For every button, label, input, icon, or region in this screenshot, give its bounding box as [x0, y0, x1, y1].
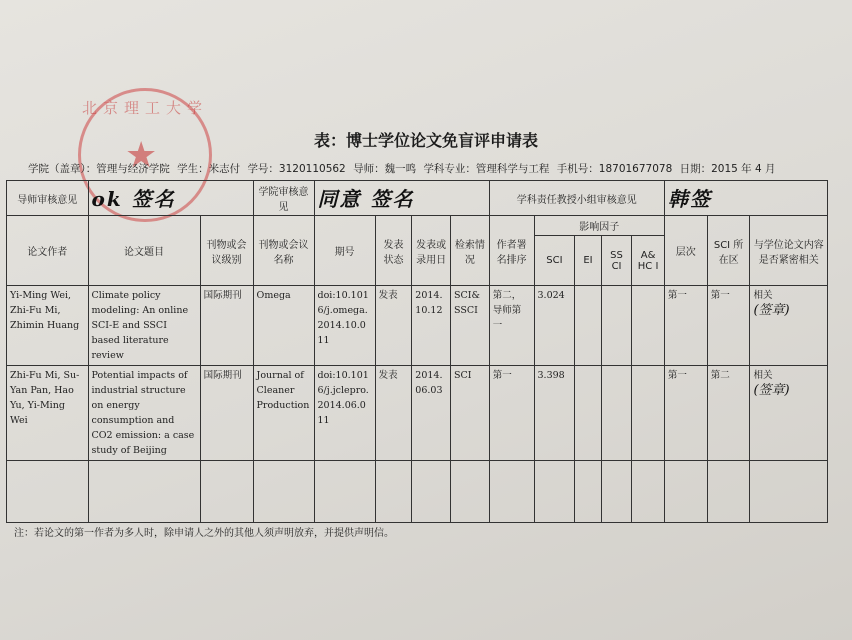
header-row-1 — [7, 216, 828, 236]
row2-status: 发表 — [375, 366, 412, 461]
header-impact: 影响因子 — [534, 216, 664, 236]
header-date: 发表或录用日 — [412, 216, 451, 286]
header-rank: 作者署名排序 — [489, 216, 534, 286]
row2-ssci — [601, 366, 632, 461]
advisor-field: 导师：魏一鸣 — [353, 163, 417, 175]
row1-sci: 3.024 — [534, 286, 575, 366]
row2-author: Zhi-Fu Mi, Su-Yan Pan, Hao Yu, Yi-Ming Wei — [7, 366, 89, 461]
row1-index: SCI&SSCI — [451, 286, 490, 366]
row2-journal-name: Journal of Cleaner Production — [253, 366, 314, 461]
row1-date: 2014.10.12 — [412, 286, 451, 366]
row1-author: Yi-Ming Wei, Zhi-Fu Mi, Zhimin Huang — [7, 286, 89, 366]
row1-relevance — [750, 286, 828, 366]
row1-ahci — [632, 286, 665, 366]
committee-review-label: 学科责任教授小组审核意见 — [489, 181, 664, 216]
header-relevance: 与学位论文内容是否紧密相关 — [750, 216, 828, 286]
college-review-label: 学院审核意见 — [253, 181, 314, 216]
header-sci: SCI — [534, 236, 575, 286]
row1-journal-level: 国际期刊 — [200, 286, 253, 366]
row2-journal-level: 国际期刊 — [200, 366, 253, 461]
header-journal-name: 刊物或会议名称 — [253, 216, 314, 286]
row2-ahci — [632, 366, 665, 461]
header-issue: 期号 — [314, 216, 375, 286]
phone-field: 手机号：18701677078 — [556, 163, 673, 175]
row2-title: Potential impacts of industrial structure on energy consumption and CO2 emission: a case study of Beijing — [88, 366, 200, 461]
header-ei: EI — [575, 236, 601, 286]
major-field: 学科专业：管理科学与工程 — [423, 163, 550, 175]
row1-ssci — [601, 286, 632, 366]
date-field: 日期：2015 年 4 月 — [679, 163, 776, 175]
header-tier: 层次 — [664, 216, 707, 286]
row2-date: 2014.06.03 — [412, 366, 451, 461]
header-ahci: A& HC I — [632, 236, 665, 286]
advisor-review-label: 导师审核意见 — [7, 181, 89, 216]
row1-relevance-text: 相关 — [753, 290, 773, 301]
review-row — [7, 181, 828, 216]
row2-issue: doi:10.1016/j.jclepro.2014.06.011 — [314, 366, 375, 461]
row1-zone: 第一 — [707, 286, 750, 366]
row2-rank: 第一 — [489, 366, 534, 461]
seal-text: 北京理工大学 — [81, 99, 208, 117]
row2-relevance-text: 相关 — [753, 370, 773, 381]
empty-row — [7, 461, 828, 523]
header-title: 论文题目 — [88, 216, 200, 286]
row2-zone: 第二 — [707, 366, 750, 461]
header-author: 论文作者 — [7, 216, 89, 286]
table-row — [7, 286, 828, 366]
star-icon: ★ — [125, 135, 158, 176]
row1-status: 发表 — [375, 286, 412, 366]
advisor-signature: ok 签名 — [88, 181, 253, 216]
row1-journal-name: Omega — [253, 286, 314, 366]
footnote: 注：若论文的第一作者为多人时，除申请人之外的其他人须声明放弃，并提供声明信。 — [14, 528, 394, 539]
row2-sci: 3.398 — [534, 366, 575, 461]
row1-tier: 第一 — [664, 286, 707, 366]
header-journal-level: 刊物或会议级别 — [200, 216, 253, 286]
row2-index: SCI — [451, 366, 490, 461]
row1-ei — [575, 286, 601, 366]
student-field: 学生：米志付 — [177, 163, 241, 175]
row2-relevance-signature: (签章) — [753, 383, 790, 398]
form-title: 表：博士学位论文免盲评申请表 — [313, 131, 538, 150]
table-row — [7, 366, 828, 461]
row2-relevance — [750, 366, 828, 461]
row2-tier: 第一 — [664, 366, 707, 461]
header-ssci: SS CI — [601, 236, 632, 286]
row1-relevance-signature: (签章) — [753, 303, 790, 318]
header-sci-zone: SCI 所在区 — [707, 216, 750, 286]
header-status: 发表状态 — [375, 216, 412, 286]
row1-issue: doi:10.1016/j.omega.2014.10.011 — [314, 286, 375, 366]
college-field: 学院（盖章）：管理与经济学院 — [28, 163, 170, 175]
committee-signature: 韩签 — [664, 181, 827, 216]
header-index: 检索情况 — [451, 216, 490, 286]
row2-ei — [575, 366, 601, 461]
row1-rank: 第二，导师第一 — [489, 286, 534, 366]
applicant-info-line — [28, 161, 828, 176]
row1-title: Climate policy modeling: An online SCI-E and SSCI based literature review — [88, 286, 200, 366]
student-id-field: 学号：3120110562 — [247, 163, 346, 175]
college-signature: 同意 签名 — [314, 181, 489, 216]
application-table — [6, 180, 828, 523]
